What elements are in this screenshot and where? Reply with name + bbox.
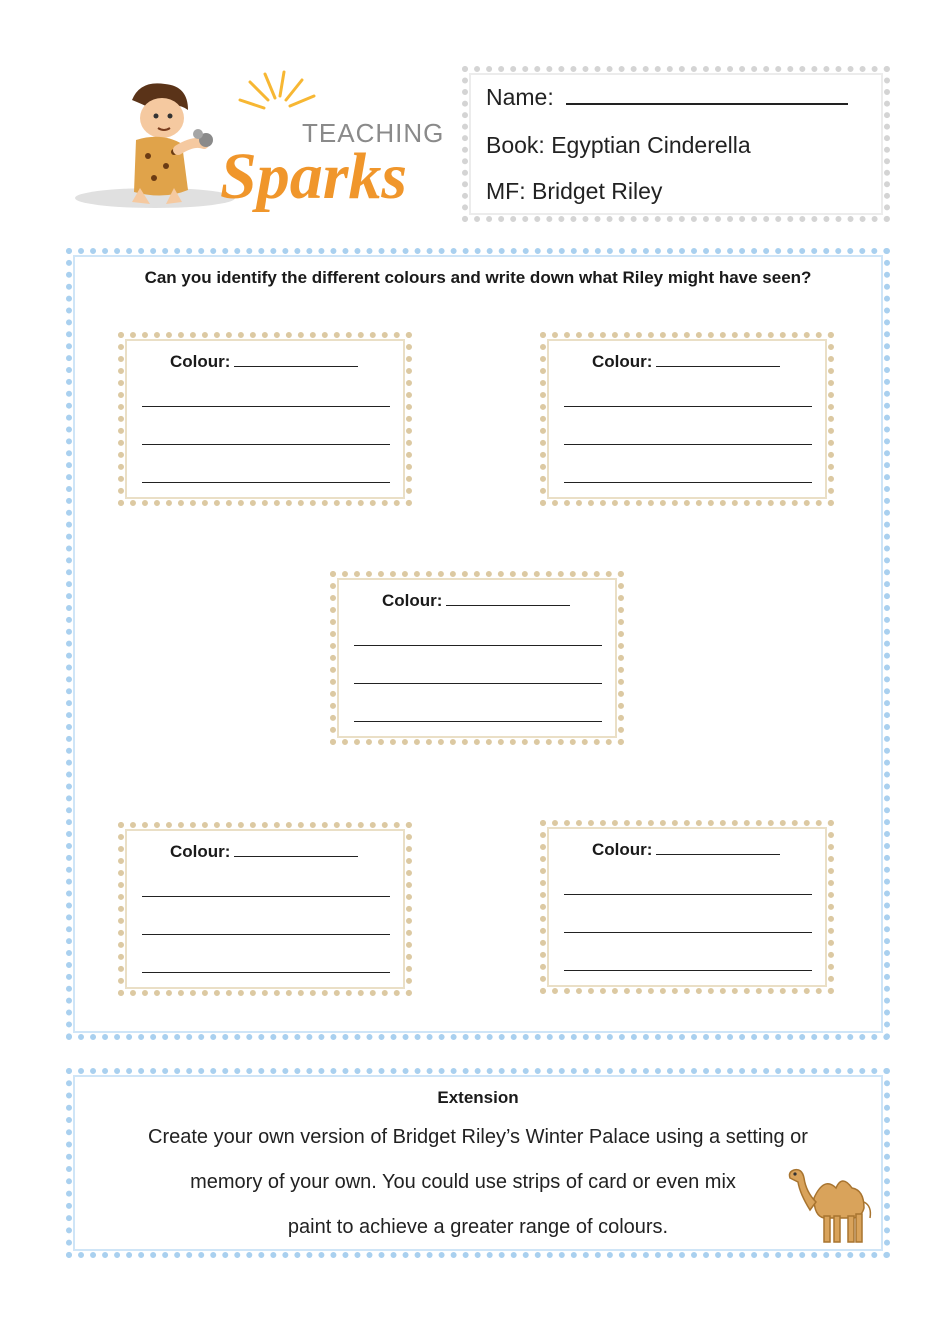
answer-line[interactable] [354,645,602,646]
answer-line[interactable] [142,444,390,445]
colour-field[interactable] [592,840,780,860]
answer-line[interactable] [564,894,812,895]
colour-blank[interactable] [656,352,780,367]
colour-box-2 [540,332,834,506]
teaching-sparks-logo [70,70,450,220]
colour-field[interactable] [592,352,780,372]
activity-prompt: Can you identify the different colours and write down what Riley might have seen? [144,268,812,287]
colour-label: Colour: [170,352,231,371]
colour-box-4 [118,822,412,996]
colour-label: Colour: [592,352,653,371]
answer-line[interactable] [142,482,390,483]
spark-icon [240,72,314,108]
answer-line[interactable] [142,972,390,973]
colour-label: Colour: [170,842,231,861]
extension-panel [66,1068,890,1258]
colour-blank[interactable] [234,352,358,367]
extension-text-line-3: paint to achieve a greater range of colours. [287,1216,669,1238]
colour-field[interactable] [382,591,570,611]
answer-line[interactable] [142,406,390,407]
colour-field[interactable] [170,352,358,372]
name-label: Name: [486,84,554,110]
student-info-box [462,66,890,222]
colour-blank[interactable] [446,591,570,606]
answer-line[interactable] [142,896,390,897]
name-field[interactable] [486,84,848,111]
colour-box-5 [540,820,834,994]
mf-label: MF: Bridget Riley [486,178,663,204]
camel-icon [784,1158,880,1250]
colour-label: Colour: [592,840,653,859]
logo-graphic [70,70,450,220]
logo-sparks-text: Sparks [220,140,408,213]
answer-line[interactable] [354,683,602,684]
logo-teaching-text: TEACHING [302,118,445,148]
answer-line[interactable] [564,444,812,445]
caveman-icon [132,83,213,204]
colour-field[interactable] [170,842,358,862]
extension-title: Extension [437,1088,519,1107]
book-label: Book: Egyptian Cinderella [486,132,751,158]
extension-text-line-1: Create your own version of Bridget Riley’s Winter Palace using a setting or [148,1126,808,1148]
answer-line[interactable] [564,932,812,933]
answer-line[interactable] [564,406,812,407]
colour-label: Colour: [382,591,443,610]
name-blank[interactable] [566,85,848,105]
answer-line[interactable] [564,482,812,483]
extension-text-line-2: memory of your own. You could use strips of card or even mix [190,1171,736,1193]
colour-blank[interactable] [234,842,358,857]
answer-line[interactable] [564,970,812,971]
colour-box-3 [330,571,624,745]
answer-line[interactable] [142,934,390,935]
colour-box-1 [118,332,412,506]
answer-line[interactable] [354,721,602,722]
colour-blank[interactable] [656,840,780,855]
